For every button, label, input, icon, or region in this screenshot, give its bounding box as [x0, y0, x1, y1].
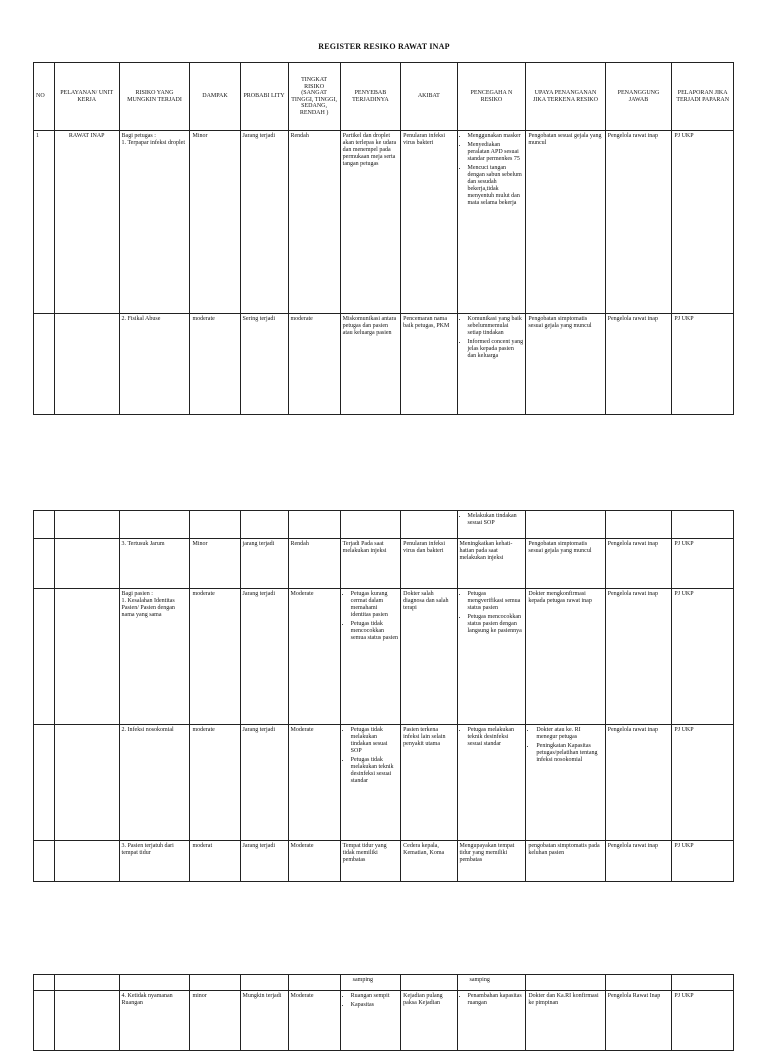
- list-item: • Petugas melakukan teknik desinfeksi sesuai standar: [468, 727, 524, 748]
- cell-penanggung-jawab: Pengelola rawat inap: [605, 589, 672, 725]
- risk-text: Kesalahan Identitas Pasien/ Pasien dengan nama yang sama: [121, 598, 175, 618]
- header-upaya: UPAYA PENANGANAN JIKA TERKENA RESIKO: [526, 63, 605, 131]
- cell-tingkat: Rendah: [288, 539, 340, 589]
- list-item: • Informed concent yang jelas kepada pasien dan keluarga: [468, 339, 524, 360]
- cell-penyebab: [340, 725, 401, 841]
- table-row: [34, 511, 734, 539]
- risk-number: 3.: [121, 843, 127, 849]
- cell-upaya: Dokter dan Ka.RI konfirmasi ke pimpinan: [526, 991, 605, 1051]
- cell-pencegahan: [457, 589, 526, 725]
- risk-number: 1.: [121, 598, 127, 604]
- cell-akibat: Penularan infeksi virus dan bakteri: [401, 539, 457, 589]
- list-item: • Penambahan kapasitas ruangan: [468, 993, 524, 1007]
- header-pencegahan: PENCEGAHA N RESIKO: [457, 63, 526, 131]
- risk-text: Terpapar infeksi droplet: [127, 140, 185, 146]
- cell-tingkat: Moderate: [288, 991, 340, 1051]
- cell-pencegahan: samping: [457, 975, 526, 991]
- cell-upaya: pengobatan simptomatis pada keluhan pasien: [526, 841, 605, 882]
- cell-dampak: Minor: [190, 539, 240, 589]
- cell-penyebab: [340, 589, 401, 725]
- risk-text: Fisikal Abuse: [127, 316, 161, 322]
- cell-pencegahan: [457, 991, 526, 1051]
- list-item: • Peningkatan Kapasitas petugas/pelatihan tentang infeksi nosokomial: [536, 743, 602, 764]
- cell-risiko: [119, 131, 190, 314]
- header-dampak: DAMPAK: [190, 63, 240, 131]
- header-tingkat-risiko: TINGKAT RISIKO (SANGAT TINGGI, TINGGI, SEDANG, RENDAH ): [288, 63, 340, 131]
- cell-pelaporan: PJ UKP: [672, 131, 734, 314]
- table-row: [34, 314, 734, 415]
- risk-number: 1.: [121, 140, 127, 146]
- list-item: • Petugas kurang cermat dalam memahami identitas pasien: [351, 591, 399, 619]
- list-item: • Petugas tidak melakukan teknik desinfeksi sesuai standar: [351, 757, 399, 785]
- cell-risiko: [119, 314, 190, 415]
- cell-dampak: moderat: [190, 841, 240, 882]
- cell-akibat: Pencemaran nama baik petugas, PKM: [401, 314, 457, 415]
- list-item: • Menggunakan masker: [468, 133, 524, 140]
- cell-penanggung-jawab: Pengelola rawat inap: [605, 841, 672, 882]
- cell-risiko: [119, 725, 190, 841]
- table-row: [34, 131, 734, 314]
- cell-pencegahan: [457, 131, 526, 314]
- header-pelaporan: PELAPORAN JIKA TERJADI PAPARAN: [672, 63, 734, 131]
- cell-penyebab: Tempat tidur yang tidak memiliki pembatas: [340, 841, 401, 882]
- cell-no: 1: [34, 131, 55, 314]
- cell-pelaporan: PJ UKP: [672, 841, 734, 882]
- cell-risiko: [119, 539, 190, 589]
- table-row: [34, 725, 734, 841]
- list-item: • Dokter atau ke. RI menegur petugas: [536, 727, 602, 741]
- cell-upaya: Pengobatan sesuai gejala yang muncul: [526, 131, 605, 314]
- header-probability: PROBABI LITY: [240, 63, 288, 131]
- cell-pencegahan: [457, 511, 526, 539]
- page-title: REGISTER RESIKO RAWAT INAP: [318, 42, 450, 51]
- header-no: NO: [34, 63, 55, 131]
- cell-upaya: [526, 725, 605, 841]
- cell-dampak: Minor: [190, 131, 240, 314]
- cell-akibat: Cedera kepala, Kematian, Koma: [401, 841, 457, 882]
- list-item: • Komunikasi yang baik sebelummemulai setiap tindakan: [468, 316, 524, 337]
- group-label: Bagi petugas :: [121, 133, 156, 139]
- cell-probability: Jarang terjadi: [240, 841, 288, 882]
- list-item: • Ruangan sempit: [351, 993, 399, 1000]
- header-akibat: AKIBAT: [401, 63, 457, 131]
- cell-penanggung-jawab: Pengelola rawat inap: [605, 539, 672, 589]
- cell-tingkat: Rendah: [288, 131, 340, 314]
- risk-number: 2.: [121, 316, 127, 322]
- table-row: [34, 539, 734, 589]
- list-item: • Mencuci tangan dengan sabun sebelum dan sesudah bekerja,tidak menyentuh mulut dan mata selama bekerja: [468, 165, 524, 207]
- cell-pencegahan: Meningkatkan kehati-hatian pada saat melakukan injeksi: [457, 539, 526, 589]
- risk-number: 2.: [121, 727, 127, 733]
- cell-pelaporan: PJ UKP: [672, 314, 734, 415]
- cell-probability: jarang terjadi: [240, 539, 288, 589]
- cell-probability: Jarang terjadi: [240, 131, 288, 314]
- cell-dampak: moderate: [190, 589, 240, 725]
- cell-probability: Sering terjadi: [240, 314, 288, 415]
- cell-pelaporan: PJ UKP: [672, 589, 734, 725]
- cell-risiko: [119, 589, 190, 725]
- cell-dampak: minor: [190, 991, 240, 1051]
- cell-risiko: [119, 841, 190, 882]
- cell-akibat: Pasien terkena infeksi lain selain penyakit utama: [401, 725, 457, 841]
- table-row: [34, 841, 734, 882]
- cell-akibat: Dokter salah diagnosa dan salah terapi: [401, 589, 457, 725]
- cell-pelaporan: PJ UKP: [672, 991, 734, 1051]
- cell-upaya: Pengobatan simptomatis sesuai gejala yang muncul: [526, 314, 605, 415]
- cell-risiko: [119, 991, 190, 1051]
- cell-pencegahan: [457, 725, 526, 841]
- cell-akibat: Kejadian pulang paksa Kejadian: [401, 991, 457, 1051]
- table-row: [34, 975, 734, 991]
- list-item: • Melakukan tindakan sesuai SOP: [468, 513, 524, 527]
- cell-tingkat: Moderate: [288, 725, 340, 841]
- cell-penanggung-jawab: Pengelola rawat inap: [605, 131, 672, 314]
- cell-upaya: Dokter mengkonfirmasi kepada petugas rawat inap: [526, 589, 605, 725]
- risk-number: 3.: [121, 541, 127, 547]
- list-item: • Kapasitas: [351, 1002, 399, 1009]
- cell-tingkat: Moderate: [288, 841, 340, 882]
- risk-text: Pasien terjatuh dari tempat tidur: [121, 843, 174, 856]
- cell-penyebab: Miskomunikasi antara petugas dan pasien atau keluarga pasien: [340, 314, 401, 415]
- cell-upaya: Pengobatan simptomatis sesuai gejala yang muncul: [526, 539, 605, 589]
- cell-penyebab: Terjadi Pada saat melakukan injeksi: [340, 539, 401, 589]
- list-item: • Petugas tidak melakukan tindakan sesuai SOP: [351, 727, 399, 755]
- table-header-row: [34, 63, 734, 131]
- group-label: Bagi pasien :: [121, 591, 153, 597]
- cell-penanggung-jawab: Pengelola rawat inap: [605, 725, 672, 841]
- cell-probability: Jarang terjadi: [240, 725, 288, 841]
- risk-text: Tertusuk Jarum: [127, 541, 165, 547]
- header-penyebab: PENYEBAB TERJADINYA: [340, 63, 401, 131]
- header-penanggung-jawab: PENANGGUNG JAWAB: [605, 63, 672, 131]
- cell-tingkat: moderate: [288, 314, 340, 415]
- cell-penyebab: samping: [340, 975, 401, 991]
- cell-penanggung-jawab: Pengelola rawat inap: [605, 314, 672, 415]
- cell-penanggung-jawab: Pengelola Rawat Inap: [605, 991, 672, 1051]
- risk-text: Infeksi nosokomial: [127, 727, 174, 733]
- cell-probability: Jarang terjadi: [240, 589, 288, 725]
- risk-text: Ketidak nyamanan Ruangan: [121, 993, 173, 1006]
- cell-pencegahan: [457, 314, 526, 415]
- risk-number: 4.: [121, 993, 127, 999]
- cell-pencegahan: Mengupayakan tempat tidur yang memiliki pembatas: [457, 841, 526, 882]
- cell-probability: Mungkin terjadi: [240, 991, 288, 1051]
- cell-pelaporan: PJ UKP: [672, 539, 734, 589]
- header-pelayanan: PELAYANAN/ UNIT KERJA: [54, 63, 119, 131]
- risk-register-table-1: [33, 62, 734, 415]
- cell-penyebab: [340, 991, 401, 1051]
- cell-akibat: Penularan infeksi virus bakteri: [401, 131, 457, 314]
- list-item: • Petugas tidak mencocokkan semua status pasien: [351, 621, 399, 642]
- table-row: [34, 589, 734, 725]
- list-item: • Petugas mencocokkan status pasien dengan langsung ke pasiennya: [468, 614, 524, 635]
- cell-pelaporan: PJ UKP: [672, 725, 734, 841]
- risk-register-table-3: [33, 974, 734, 1051]
- cell-tingkat: Moderate: [288, 589, 340, 725]
- cell-unit: [54, 314, 119, 415]
- table-row: [34, 991, 734, 1051]
- cell-unit: RAWAT INAP: [54, 131, 119, 314]
- risk-register-table-2: [33, 510, 734, 882]
- cell-no: [34, 314, 55, 415]
- list-item: • Petugas mengverifikasi semua status pasien: [468, 591, 524, 612]
- cell-dampak: moderate: [190, 314, 240, 415]
- list-item: • Menyediakan peralatan APD sesuai standar permenkes 75: [468, 142, 524, 163]
- header-risiko: RISIKO YANG MUNGKIN TERJADI: [119, 63, 190, 131]
- cell-dampak: moderate: [190, 725, 240, 841]
- cell-penyebab: Partikel dan droplet akan terlepas ke udara dan menempel pada permukaan meja serta tangan petugas: [340, 131, 401, 314]
